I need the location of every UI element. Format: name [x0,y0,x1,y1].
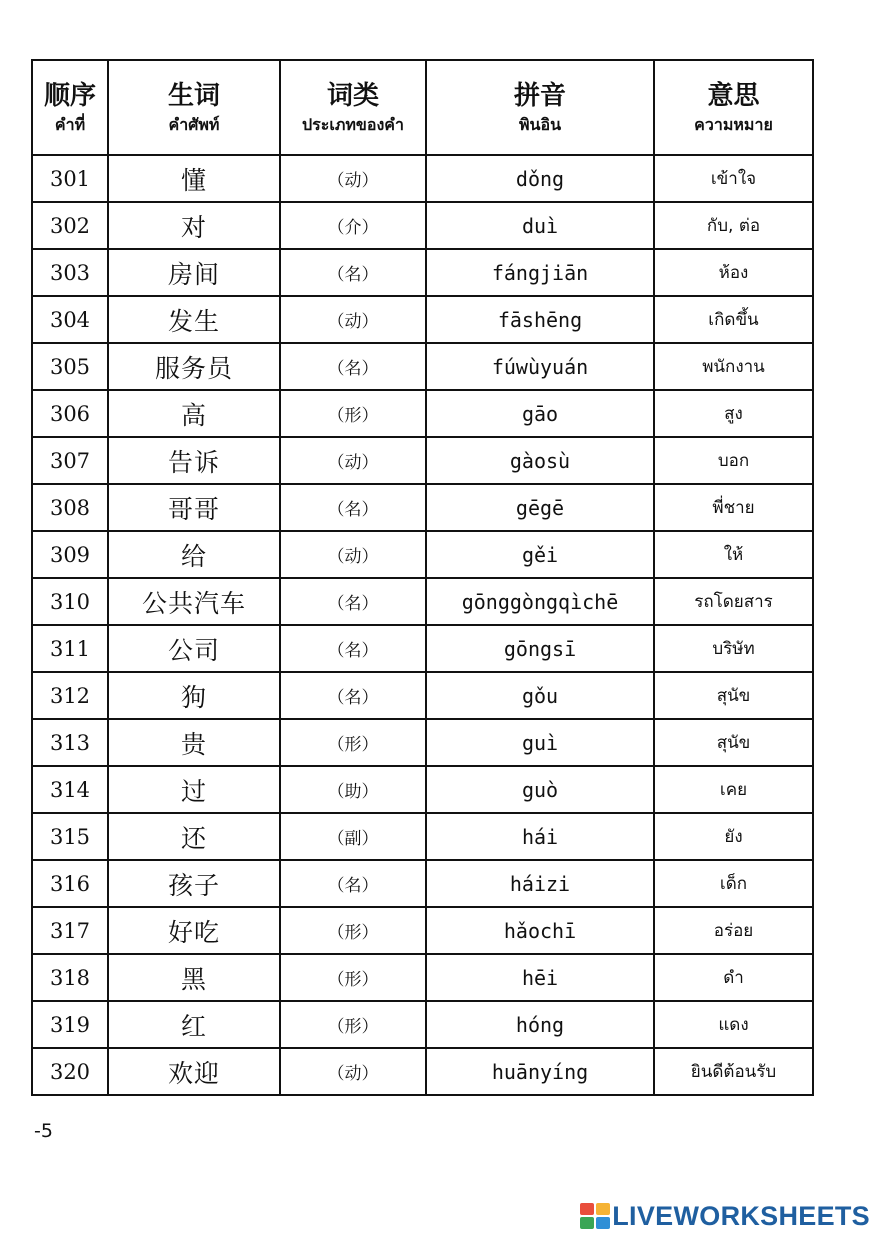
row-number: 316 [32,860,108,907]
liveworksheets-logo-icon [580,1203,610,1229]
row-word: 孩子 [108,860,280,907]
row-meaning: บริษัท [654,625,813,672]
row-number: 305 [32,343,108,390]
row-pinyin: gěi [426,531,654,578]
row-pinyin: dǒng [426,155,654,202]
row-pinyin: gōnggòngqìchē [426,578,654,625]
row-part-of-speech: （动） [280,437,426,484]
row-pinyin: hóng [426,1001,654,1048]
row-word: 贵 [108,719,280,766]
row-part-of-speech: （形） [280,1001,426,1048]
row-number: 320 [32,1048,108,1095]
row-pinyin: hēi [426,954,654,1001]
row-number: 317 [32,907,108,954]
row-pinyin: fāshēng [426,296,654,343]
row-number: 307 [32,437,108,484]
row-meaning: ดำ [654,954,813,1001]
row-pinyin: guò [426,766,654,813]
row-word: 服务员 [108,343,280,390]
row-word: 懂 [108,155,280,202]
row-word: 哥哥 [108,484,280,531]
row-word: 还 [108,813,280,860]
header-number-zh: 顺序 [43,80,96,111]
header-number [32,60,108,155]
table-row [32,907,813,954]
row-word: 红 [108,1001,280,1048]
table-row [32,625,813,672]
row-pinyin: gàosù [426,437,654,484]
row-word: 房间 [108,249,280,296]
logo-square-yellow [596,1203,610,1215]
row-part-of-speech: （形） [280,907,426,954]
header-meaning-th: ความหมาย [694,114,773,134]
row-part-of-speech: （动） [280,1048,426,1095]
row-pinyin: fángjiān [426,249,654,296]
header-pinyin-zh: 拼音 [513,80,566,111]
header-pinyin-th: พินอิน [518,114,562,134]
row-number: 302 [32,202,108,249]
row-pinyin: fúwùyuán [426,343,654,390]
logo-text: LIVEWORKSHEETS [612,1200,870,1231]
row-meaning: ห้อง [654,249,813,296]
row-part-of-speech: （名） [280,625,426,672]
table-row [32,437,813,484]
header-number-th: คำที่ [54,114,86,134]
table-row [32,672,813,719]
row-word: 欢迎 [108,1048,280,1095]
row-meaning: กับ, ต่อ [654,202,813,249]
table-row [32,766,813,813]
row-meaning: ยินดีต้อนรับ [654,1048,813,1095]
logo-square-green [580,1217,594,1229]
row-pinyin: gēgē [426,484,654,531]
row-part-of-speech: （名） [280,343,426,390]
row-part-of-speech: （名） [280,860,426,907]
row-word: 公共汽车 [108,578,280,625]
table-row [32,202,813,249]
page-number: -5 [34,1120,53,1142]
row-number: 303 [32,249,108,296]
row-pinyin: duì [426,202,654,249]
table-row [32,484,813,531]
row-word: 发生 [108,296,280,343]
table-row [32,954,813,1001]
row-meaning: เข้าใจ [654,155,813,202]
row-pinyin: gōngsī [426,625,654,672]
row-meaning: สุนัข [654,672,813,719]
logo-square-blue [596,1217,610,1229]
logo-square-red [580,1203,594,1215]
row-number: 309 [32,531,108,578]
row-meaning: ยัง [654,813,813,860]
table-row [32,155,813,202]
row-pinyin: háizi [426,860,654,907]
row-part-of-speech: （动） [280,531,426,578]
row-pinyin: guì [426,719,654,766]
row-meaning: เคย [654,766,813,813]
header-meaning [654,60,813,155]
row-meaning: บอก [654,437,813,484]
table-row [32,249,813,296]
row-number: 304 [32,296,108,343]
row-number: 308 [32,484,108,531]
row-meaning: เกิดขึ้น [654,296,813,343]
vocabulary-body [32,155,813,1095]
row-word: 黑 [108,954,280,1001]
header-meaning-zh: 意思 [707,80,760,111]
table-row [32,813,813,860]
table-row [32,719,813,766]
row-part-of-speech: （副） [280,813,426,860]
row-number: 306 [32,390,108,437]
row-pinyin: gāo [426,390,654,437]
row-meaning: อร่อย [654,907,813,954]
row-meaning: แดง [654,1001,813,1048]
row-pinyin: hái [426,813,654,860]
row-part-of-speech: （介） [280,202,426,249]
row-meaning: เด็ก [654,860,813,907]
row-word: 狗 [108,672,280,719]
row-word: 过 [108,766,280,813]
row-word: 高 [108,390,280,437]
table-row [32,1048,813,1095]
row-meaning: สูง [654,390,813,437]
row-part-of-speech: （助） [280,766,426,813]
row-part-of-speech: （形） [280,390,426,437]
row-part-of-speech: （名） [280,484,426,531]
row-number: 315 [32,813,108,860]
row-word: 告诉 [108,437,280,484]
row-part-of-speech: （名） [280,249,426,296]
table-row [32,860,813,907]
row-number: 301 [32,155,108,202]
table-row [32,1001,813,1048]
row-meaning: สุนัข [654,719,813,766]
row-part-of-speech: （形） [280,719,426,766]
table-row [32,343,813,390]
liveworksheets-logo [580,1200,870,1232]
row-meaning: รถโดยสาร [654,578,813,625]
row-number: 310 [32,578,108,625]
row-pinyin: huānyíng [426,1048,654,1095]
row-number: 318 [32,954,108,1001]
row-meaning: ให้ [654,531,813,578]
row-word: 给 [108,531,280,578]
header-word [108,60,280,155]
header-pinyin [426,60,654,155]
vocabulary-table [31,59,814,1096]
header-row [32,60,813,155]
header-pos-zh: 词类 [326,80,379,111]
header-word-th: คำศัพท์ [168,114,220,134]
row-number: 319 [32,1001,108,1048]
row-part-of-speech: （名） [280,578,426,625]
row-part-of-speech: （名） [280,672,426,719]
row-word: 好吃 [108,907,280,954]
row-part-of-speech: （动） [280,296,426,343]
row-part-of-speech: （动） [280,155,426,202]
header-pos [280,60,426,155]
row-number: 314 [32,766,108,813]
row-number: 312 [32,672,108,719]
row-number: 311 [32,625,108,672]
row-pinyin: hǎochī [426,907,654,954]
header-word-zh: 生词 [167,80,220,111]
row-pinyin: gǒu [426,672,654,719]
header-pos-th: ประเภทของคำ [302,114,404,134]
table-row [32,390,813,437]
table-row [32,296,813,343]
table-row [32,531,813,578]
table-row [32,578,813,625]
row-number: 313 [32,719,108,766]
row-part-of-speech: （形） [280,954,426,1001]
row-meaning: พนักงาน [654,343,813,390]
row-word: 公司 [108,625,280,672]
row-meaning: พี่ชาย [654,484,813,531]
row-word: 对 [108,202,280,249]
